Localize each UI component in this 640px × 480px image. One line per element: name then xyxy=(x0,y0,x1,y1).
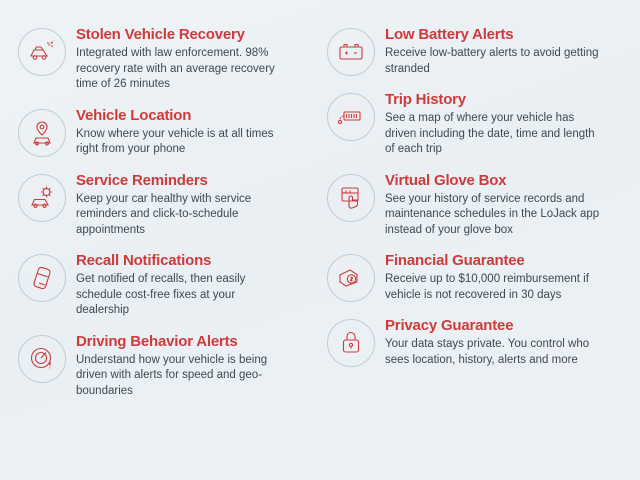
feature-stolen-vehicle-recovery xyxy=(18,26,313,93)
feature-description: See a map of where your vehicle has driven including the date, time and length of each trip xyxy=(385,112,595,155)
feature-description: See your history of service records and maintenance schedules in the LoJack app instead of your glove box xyxy=(385,192,600,236)
driving-behavior-alerts-icon xyxy=(18,335,66,383)
feature-title: Service Reminders xyxy=(76,171,208,189)
vehicle-location-icon xyxy=(18,109,66,157)
feature-column-left xyxy=(18,26,313,462)
feature-description: Integrated with law enforcement. 98% recovery rate with an average recovery time of 26 minutes xyxy=(76,47,275,90)
feature-title: Privacy Guarantee xyxy=(385,317,514,334)
feature-columns xyxy=(18,26,622,462)
feature-description: Get notified of recalls, then easily schedule cost-free fixes at your dealership xyxy=(76,273,246,316)
feature-text xyxy=(76,107,313,158)
low-battery-alerts-icon xyxy=(327,28,375,76)
feature-description: Receive up to $10,000 reimbursement if vehicle is not recovered in 30 days xyxy=(385,273,589,301)
trip-history-icon xyxy=(327,93,375,141)
feature-text xyxy=(385,317,622,368)
stolen-vehicle-recovery-icon xyxy=(18,28,66,76)
feature-description: Understand how your vehicle is being driven with alerts for speed and geo-boundaries xyxy=(76,353,268,397)
feature-description: Receive low-battery alerts to avoid getting stranded xyxy=(385,47,599,75)
feature-text xyxy=(76,252,313,319)
feature-title: Recall Notifications xyxy=(76,252,212,269)
recall-notifications-icon xyxy=(18,254,66,302)
feature-low-battery-alerts xyxy=(327,26,622,77)
privacy-guarantee-icon xyxy=(327,319,375,367)
feature-financial-guarantee xyxy=(327,252,622,303)
feature-text xyxy=(385,26,622,77)
feature-title: Virtual Glove Box xyxy=(385,171,507,189)
feature-service-reminders xyxy=(18,172,313,239)
service-reminders-icon xyxy=(18,174,66,222)
feature-privacy-guarantee xyxy=(327,317,622,368)
feature-title: Driving Behavior Alerts xyxy=(76,332,238,350)
feature-trip-history xyxy=(327,91,622,158)
feature-title: Trip History xyxy=(385,91,466,108)
feature-text xyxy=(385,91,622,158)
feature-text xyxy=(385,252,622,303)
feature-driving-behavior-alerts xyxy=(18,333,313,400)
feature-title: Financial Guarantee xyxy=(385,252,525,269)
feature-description: Keep your car healthy with service reminders and click-to-schedule appointments xyxy=(76,192,252,236)
feature-vehicle-location xyxy=(18,107,313,158)
virtual-glove-box-icon xyxy=(327,174,375,222)
feature-text xyxy=(76,26,313,93)
feature-description: Know where your vehicle is at all times right from your phone xyxy=(76,127,274,155)
feature-text xyxy=(385,172,622,239)
feature-recall-notifications xyxy=(18,252,313,319)
feature-title: Vehicle Location xyxy=(76,106,192,124)
feature-column-right xyxy=(327,26,622,462)
feature-description: Your data stays private. You control who sees location, history, alerts and more xyxy=(385,338,590,366)
feature-title: Stolen Vehicle Recovery xyxy=(76,26,245,43)
feature-title: Low Battery Alerts xyxy=(385,26,514,43)
feature-virtual-glove-box xyxy=(327,172,622,239)
financial-guarantee-icon xyxy=(327,254,375,302)
feature-text xyxy=(76,172,313,239)
feature-text xyxy=(76,333,313,400)
